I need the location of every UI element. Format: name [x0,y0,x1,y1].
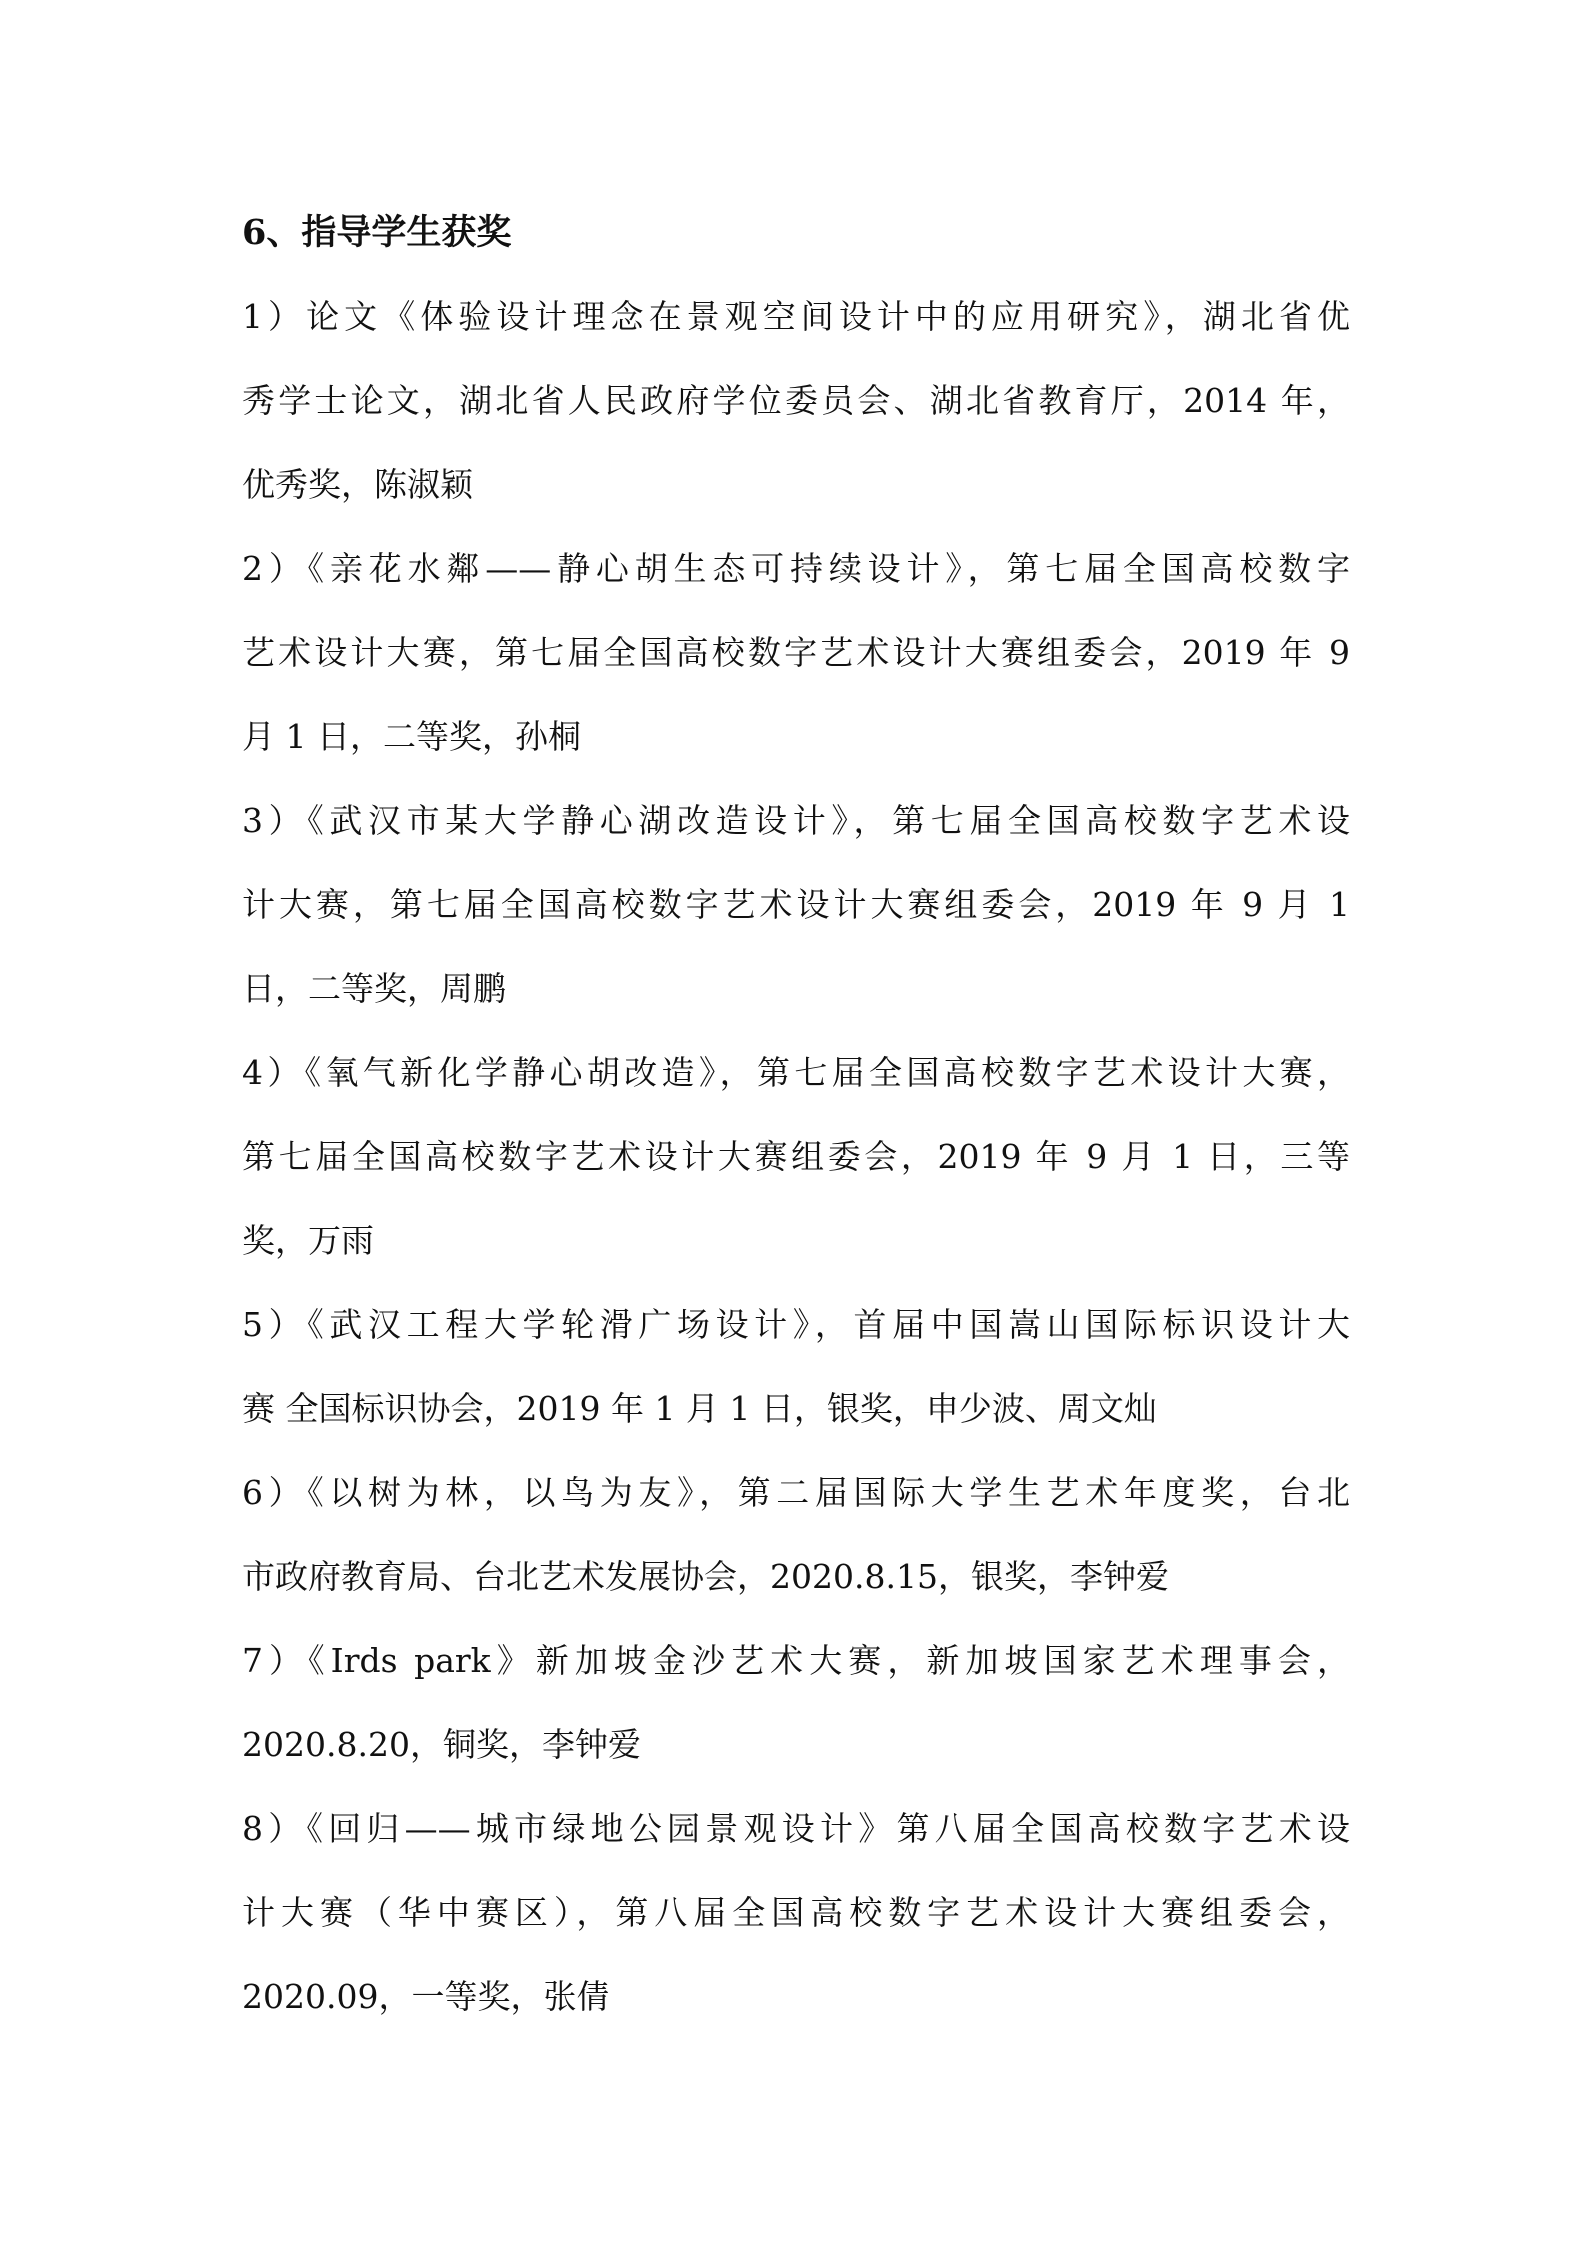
entry-line: 2020.8.20，铜奖，李钟爱 [242,1725,641,1764]
award-entry-2 [242,541,1350,765]
entry-line: 艺术设计大赛，第七届全国高校数字艺术设计大赛组委会，2019 年 9 [242,633,1350,672]
entry-line: 优秀奖，陈淑颖 [242,465,473,504]
award-entry-5 [242,1297,1350,1437]
award-entry-3 [242,793,1350,1017]
entry-line: 秀学士论文，湖北省人民政府学位委员会、湖北省教育厅，2014 年， [242,381,1350,420]
entry-line: 2）《亲花水鄰——静心胡生态可持续设计》，第七届全国高校数字 [242,549,1350,588]
award-entry-1 [242,289,1350,513]
entry-line: 赛 全国标识协会，2019 年 1 月 1 日，银奖，申少波、周文灿 [242,1389,1157,1428]
document-page [242,205,1350,2053]
entry-line: 4）《氧气新化学静心胡改造》，第七届全国高校数字艺术设计大赛， [242,1053,1350,1092]
entry-line: 8）《回归——城市绿地公园景观设计》第八届全国高校数字艺术设 [242,1809,1350,1848]
entry-line: 1）论文《体验设计理念在景观空间设计中的应用研究》，湖北省优 [242,297,1350,336]
award-entry-4 [242,1045,1350,1269]
entry-line: 3）《武汉市某大学静心湖改造设计》，第七届全国高校数字艺术设 [242,801,1350,840]
section-heading: 6、指导学生获奖 [242,212,512,253]
award-entry-6 [242,1465,1350,1605]
entry-line: 2020.09，一等奖，张倩 [242,1977,610,2016]
entry-line: 7）《Irds park》新加坡金沙艺术大赛，新加坡国家艺术理事会， [242,1641,1350,1680]
entry-line: 计大赛，第七届全国高校数字艺术设计大赛组委会，2019 年 9 月 1 [242,885,1350,924]
entry-line: 计大赛（华中赛区），第八届全国高校数字艺术设计大赛组委会， [242,1893,1350,1932]
entry-line: 日，二等奖，周鹏 [242,969,506,1008]
entry-line: 第七届全国高校数字艺术设计大赛组委会，2019 年 9 月 1 日，三等 [242,1137,1350,1176]
award-entry-7 [242,1633,1350,1773]
award-entry-8 [242,1801,1350,2025]
entry-line: 6）《以树为林，以鸟为友》，第二届国际大学生艺术年度奖，台北 [242,1473,1350,1512]
entry-line: 月 1 日，二等奖，孙桐 [242,717,581,756]
entry-line: 市政府教育局、台北艺术发展协会，2020.8.15，银奖，李钟爱 [242,1557,1169,1596]
entry-line: 5）《武汉工程大学轮滑广场设计》，首届中国嵩山国际标识设计大 [242,1305,1350,1344]
entry-line: 奖，万雨 [242,1221,374,1260]
